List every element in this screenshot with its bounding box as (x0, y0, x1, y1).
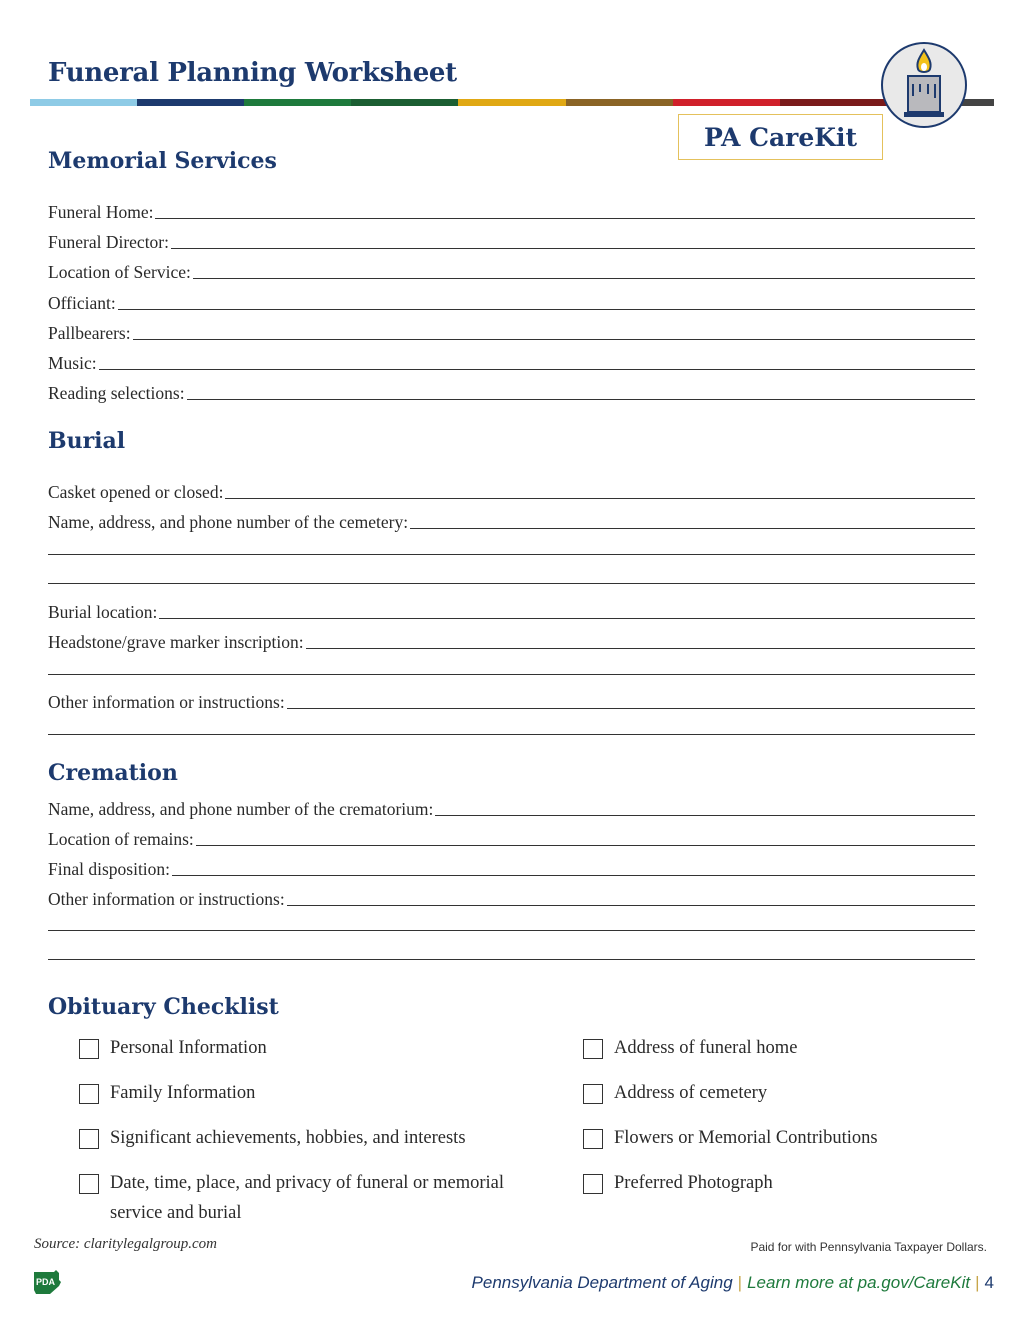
inscription-field[interactable] (48, 626, 975, 652)
checklist-label: Significant achievements, hobbies, and interests (110, 1128, 466, 1148)
form-field[interactable] (48, 256, 975, 282)
field-label: Final disposition: (48, 859, 171, 879)
blank-line[interactable] (48, 959, 975, 960)
checklist-label: Address of cemetery (614, 1083, 768, 1103)
color-stripe (30, 99, 994, 106)
checkbox[interactable] (583, 1039, 603, 1059)
paid-notice: Paid for with Pennsylvania Taxpayer Dollars. (750, 1240, 987, 1254)
field-label: Music: (48, 353, 97, 373)
field-line[interactable] (133, 339, 975, 340)
color-stripe-segment (566, 99, 673, 106)
field-label: Pallbearers: (48, 322, 131, 343)
color-stripe-segment (673, 99, 780, 106)
field-line[interactable] (171, 248, 975, 249)
color-stripe-segment (351, 99, 458, 106)
page-number: 4 (984, 1273, 994, 1292)
color-stripe-segment (458, 99, 565, 106)
checkbox[interactable] (79, 1174, 99, 1194)
checkbox[interactable] (583, 1174, 603, 1194)
checkbox[interactable] (79, 1129, 99, 1149)
checklist-item[interactable] (79, 1082, 549, 1108)
checklist-item[interactable] (583, 1127, 983, 1153)
field-line[interactable] (193, 278, 975, 279)
footer-line (472, 1273, 994, 1293)
brand-badge: PA CareKit (678, 114, 883, 160)
blank-line[interactable] (48, 583, 975, 584)
checklist-item[interactable] (583, 1082, 983, 1108)
field-label: Other information or instructions: (48, 889, 285, 909)
form-field[interactable] (48, 883, 975, 909)
field-label: Location of Service: (48, 262, 191, 283)
checkbox[interactable] (79, 1039, 99, 1059)
field-line[interactable] (172, 875, 975, 876)
field-label: Other information or instructions: (48, 692, 285, 712)
department-name: Pennsylvania Department of Aging (471, 1273, 733, 1292)
field-label: Officiant: (48, 292, 116, 313)
checklist-item[interactable] (583, 1037, 983, 1063)
source-note: Source: claritylegalgroup.com (34, 1236, 218, 1252)
form-field[interactable] (48, 853, 975, 879)
checklist-item[interactable] (79, 1127, 549, 1153)
form-field[interactable] (48, 377, 975, 403)
burial-other-field[interactable] (48, 686, 975, 712)
field-line[interactable] (287, 905, 975, 906)
field-label: Name, address, and phone number of the crematorium: (48, 799, 434, 819)
color-stripe-segment (137, 99, 244, 106)
field-line[interactable] (99, 369, 975, 370)
cemetery-field[interactable] (48, 506, 975, 532)
learn-more-link[interactable]: Learn more at pa.gov/CareKit (747, 1273, 971, 1292)
checklist-label: Family Information (110, 1083, 256, 1103)
checklist-label: Personal Information (110, 1038, 267, 1058)
field-line[interactable] (410, 528, 975, 529)
checklist-label: Preferred Photograph (614, 1173, 773, 1193)
field-label: Funeral Director: (48, 232, 169, 253)
field-line[interactable] (187, 399, 975, 400)
separator: | (975, 1273, 980, 1292)
blank-line[interactable] (48, 674, 975, 675)
blank-line[interactable] (48, 930, 975, 931)
field-label: Casket opened or closed: (48, 482, 224, 502)
checklist-item[interactable] (79, 1037, 549, 1063)
field-label: Name, address, and phone number of the cemetery: (48, 512, 409, 532)
blank-line[interactable] (48, 734, 975, 735)
checklist-item[interactable] (79, 1172, 549, 1228)
field-line[interactable] (225, 498, 975, 499)
form-field[interactable] (48, 347, 975, 373)
field-line[interactable] (287, 708, 975, 709)
form-field[interactable] (48, 196, 975, 222)
casket-field[interactable] (48, 476, 975, 502)
field-line[interactable] (118, 309, 975, 310)
color-stripe-segment (780, 99, 887, 106)
color-stripe-segment (30, 99, 137, 106)
form-field[interactable] (48, 317, 975, 343)
checklist-label: Date, time, place, and privacy of funeral or memorial service and burial (110, 1173, 504, 1223)
form-field[interactable] (48, 823, 975, 849)
burial-location-field[interactable] (48, 596, 975, 622)
checkbox[interactable] (583, 1129, 603, 1149)
blank-line[interactable] (48, 554, 975, 555)
form-field[interactable] (48, 793, 975, 819)
field-line[interactable] (435, 815, 975, 816)
field-label: Location of remains: (48, 829, 194, 849)
candle-icon (881, 42, 967, 128)
color-stripe-segment (244, 99, 351, 106)
pda-logo-icon (32, 1268, 62, 1296)
checklist-item[interactable] (583, 1172, 983, 1198)
obituary-checklist-heading: Obituary Checklist (48, 994, 279, 1020)
field-line[interactable] (159, 618, 975, 619)
cremation-heading: Cremation (48, 760, 178, 786)
field-label: Funeral Home: (48, 202, 154, 222)
field-label: Reading selections: (48, 383, 185, 404)
pda-logo-text: PDA (36, 1277, 56, 1287)
memorial-services-heading: Memorial Services (48, 148, 277, 174)
burial-heading: Burial (48, 428, 126, 454)
checklist-label: Flowers or Memorial Contributions (614, 1128, 878, 1148)
checkbox[interactable] (583, 1084, 603, 1104)
field-line[interactable] (196, 845, 975, 846)
field-label: Headstone/grave marker inscription: (48, 632, 304, 652)
separator: | (737, 1273, 743, 1292)
form-field[interactable] (48, 287, 975, 313)
checklist-label: Address of funeral home (614, 1038, 798, 1058)
form-field[interactable] (48, 226, 975, 252)
page-title: Funeral Planning Worksheet (48, 58, 457, 88)
field-label: Burial location: (48, 602, 158, 622)
field-line[interactable] (306, 648, 975, 649)
checkbox[interactable] (79, 1084, 99, 1104)
field-line[interactable] (155, 218, 975, 219)
